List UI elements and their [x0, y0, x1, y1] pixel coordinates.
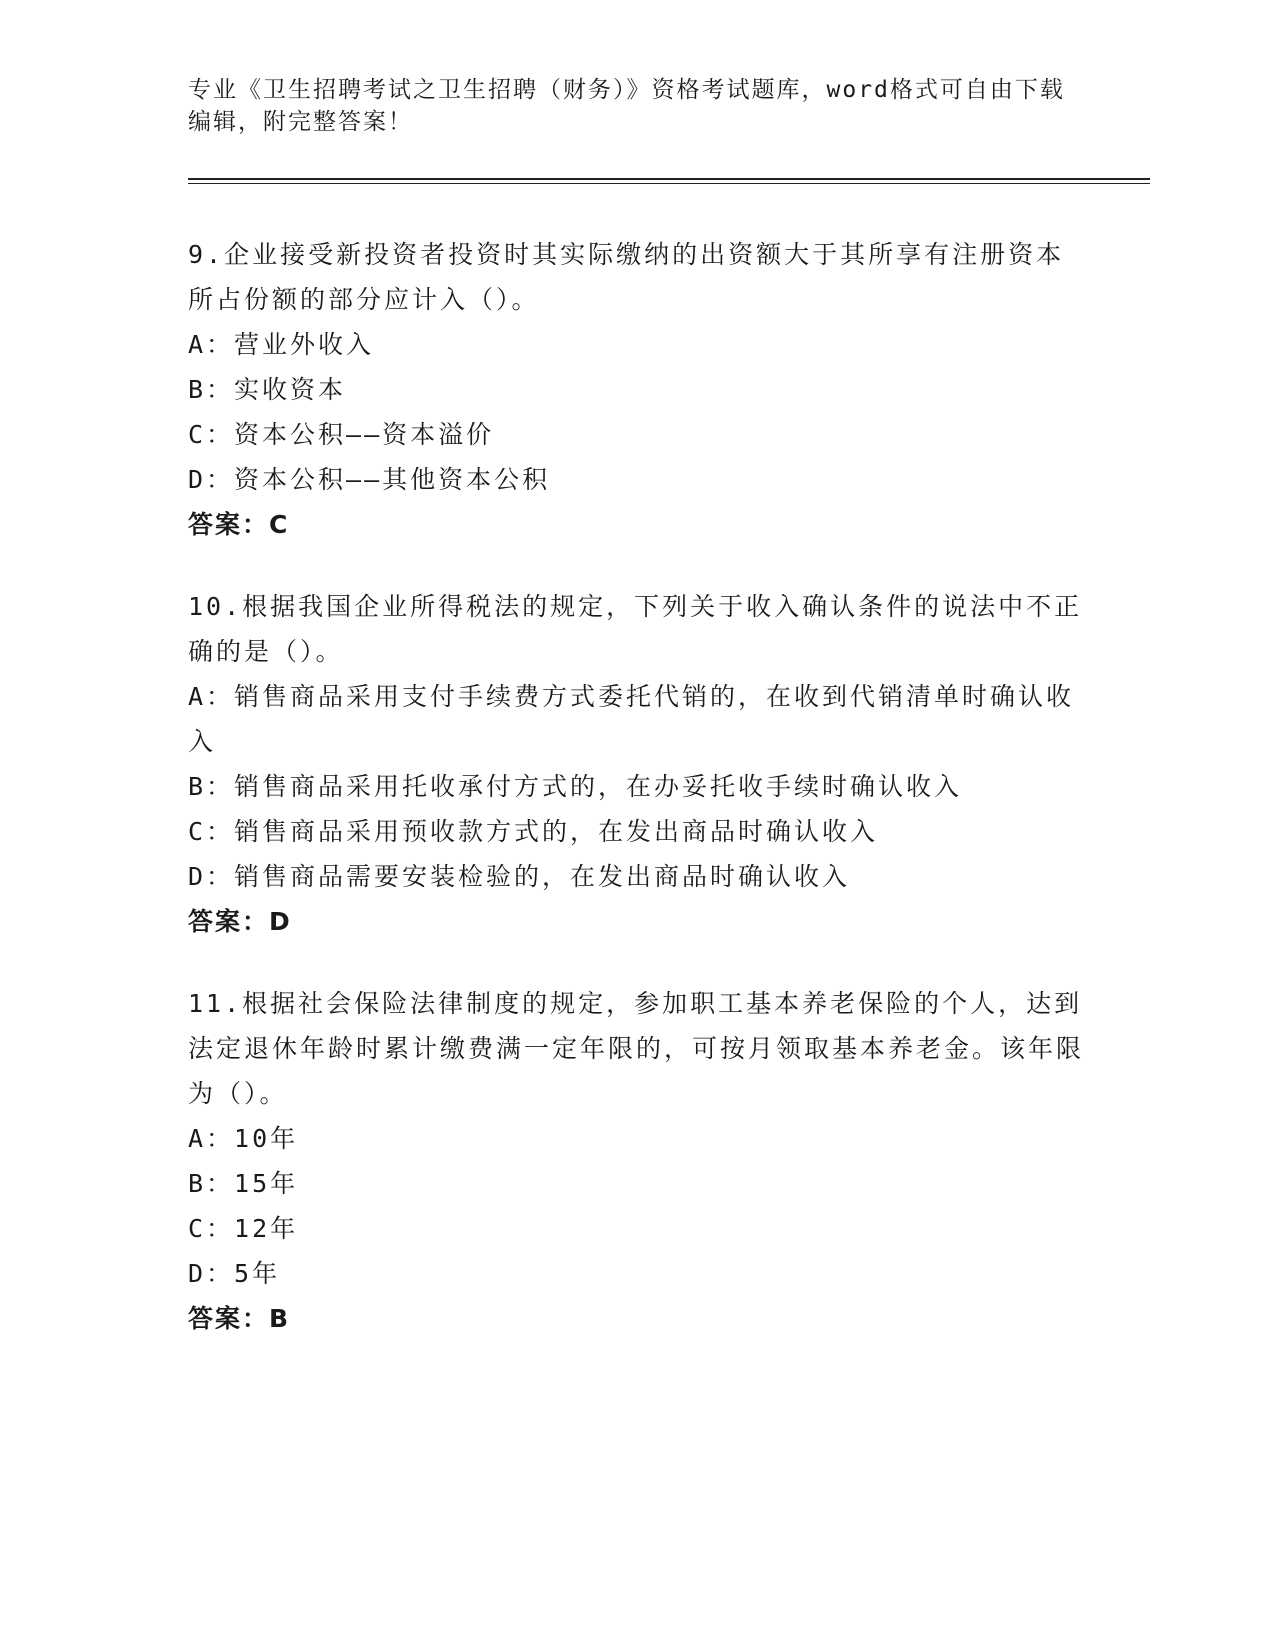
question-9	[188, 232, 1088, 548]
option-d: D：5年	[188, 1259, 281, 1288]
question-11	[188, 981, 1088, 1342]
option-a: A：10年	[188, 1124, 299, 1153]
question-text: 11.根据社会保险法律制度的规定，参加职工基本养老保险的个人，达到法定退休年龄时累计缴费满一定年限的，可按月领取基本养老金。该年限为（）。	[188, 989, 1085, 1108]
answer-label: 答案：C	[188, 510, 290, 539]
option-a: A：营业外收入	[188, 330, 375, 359]
option-c: C：资本公积——资本溢价	[188, 420, 495, 449]
option-d: D：资本公积——其他资本公积	[188, 465, 551, 494]
option-c: C：12年	[188, 1214, 299, 1243]
option-b: B：销售商品采用托收承付方式的，在办妥托收手续时确认收入	[188, 772, 963, 801]
option-c: C：销售商品采用预收款方式的，在发出商品时确认收入	[188, 817, 879, 846]
answer-label: 答案：D	[188, 907, 292, 936]
question-text: 9.企业接受新投资者投资时其实际缴纳的出资额大于其所享有注册资本所占份额的部分应计入（）。	[188, 240, 1065, 314]
option-a: A：销售商品采用支付手续费方式委托代销的，在收到代销清单时确认收入	[188, 682, 1075, 756]
option-b: B：实收资本	[188, 375, 347, 404]
question-text: 10.根据我国企业所得税法的规定，下列关于收入确认条件的说法中不正确的是（）。	[188, 592, 1083, 666]
header-divider-thin	[188, 183, 1150, 184]
question-10	[188, 584, 1088, 945]
option-d: D：销售商品需要安装检验的，在发出商品时确认收入	[188, 862, 851, 891]
answer-label: 答案：B	[188, 1304, 291, 1333]
document-header: 专业《卫生招聘考试之卫生招聘（财务）》资格考试题库，word格式可自由下载编辑，附完整答案！	[188, 77, 1065, 135]
header-divider-thick	[188, 178, 1150, 180]
option-b: B：15年	[188, 1169, 299, 1198]
question-list	[188, 232, 1088, 1378]
